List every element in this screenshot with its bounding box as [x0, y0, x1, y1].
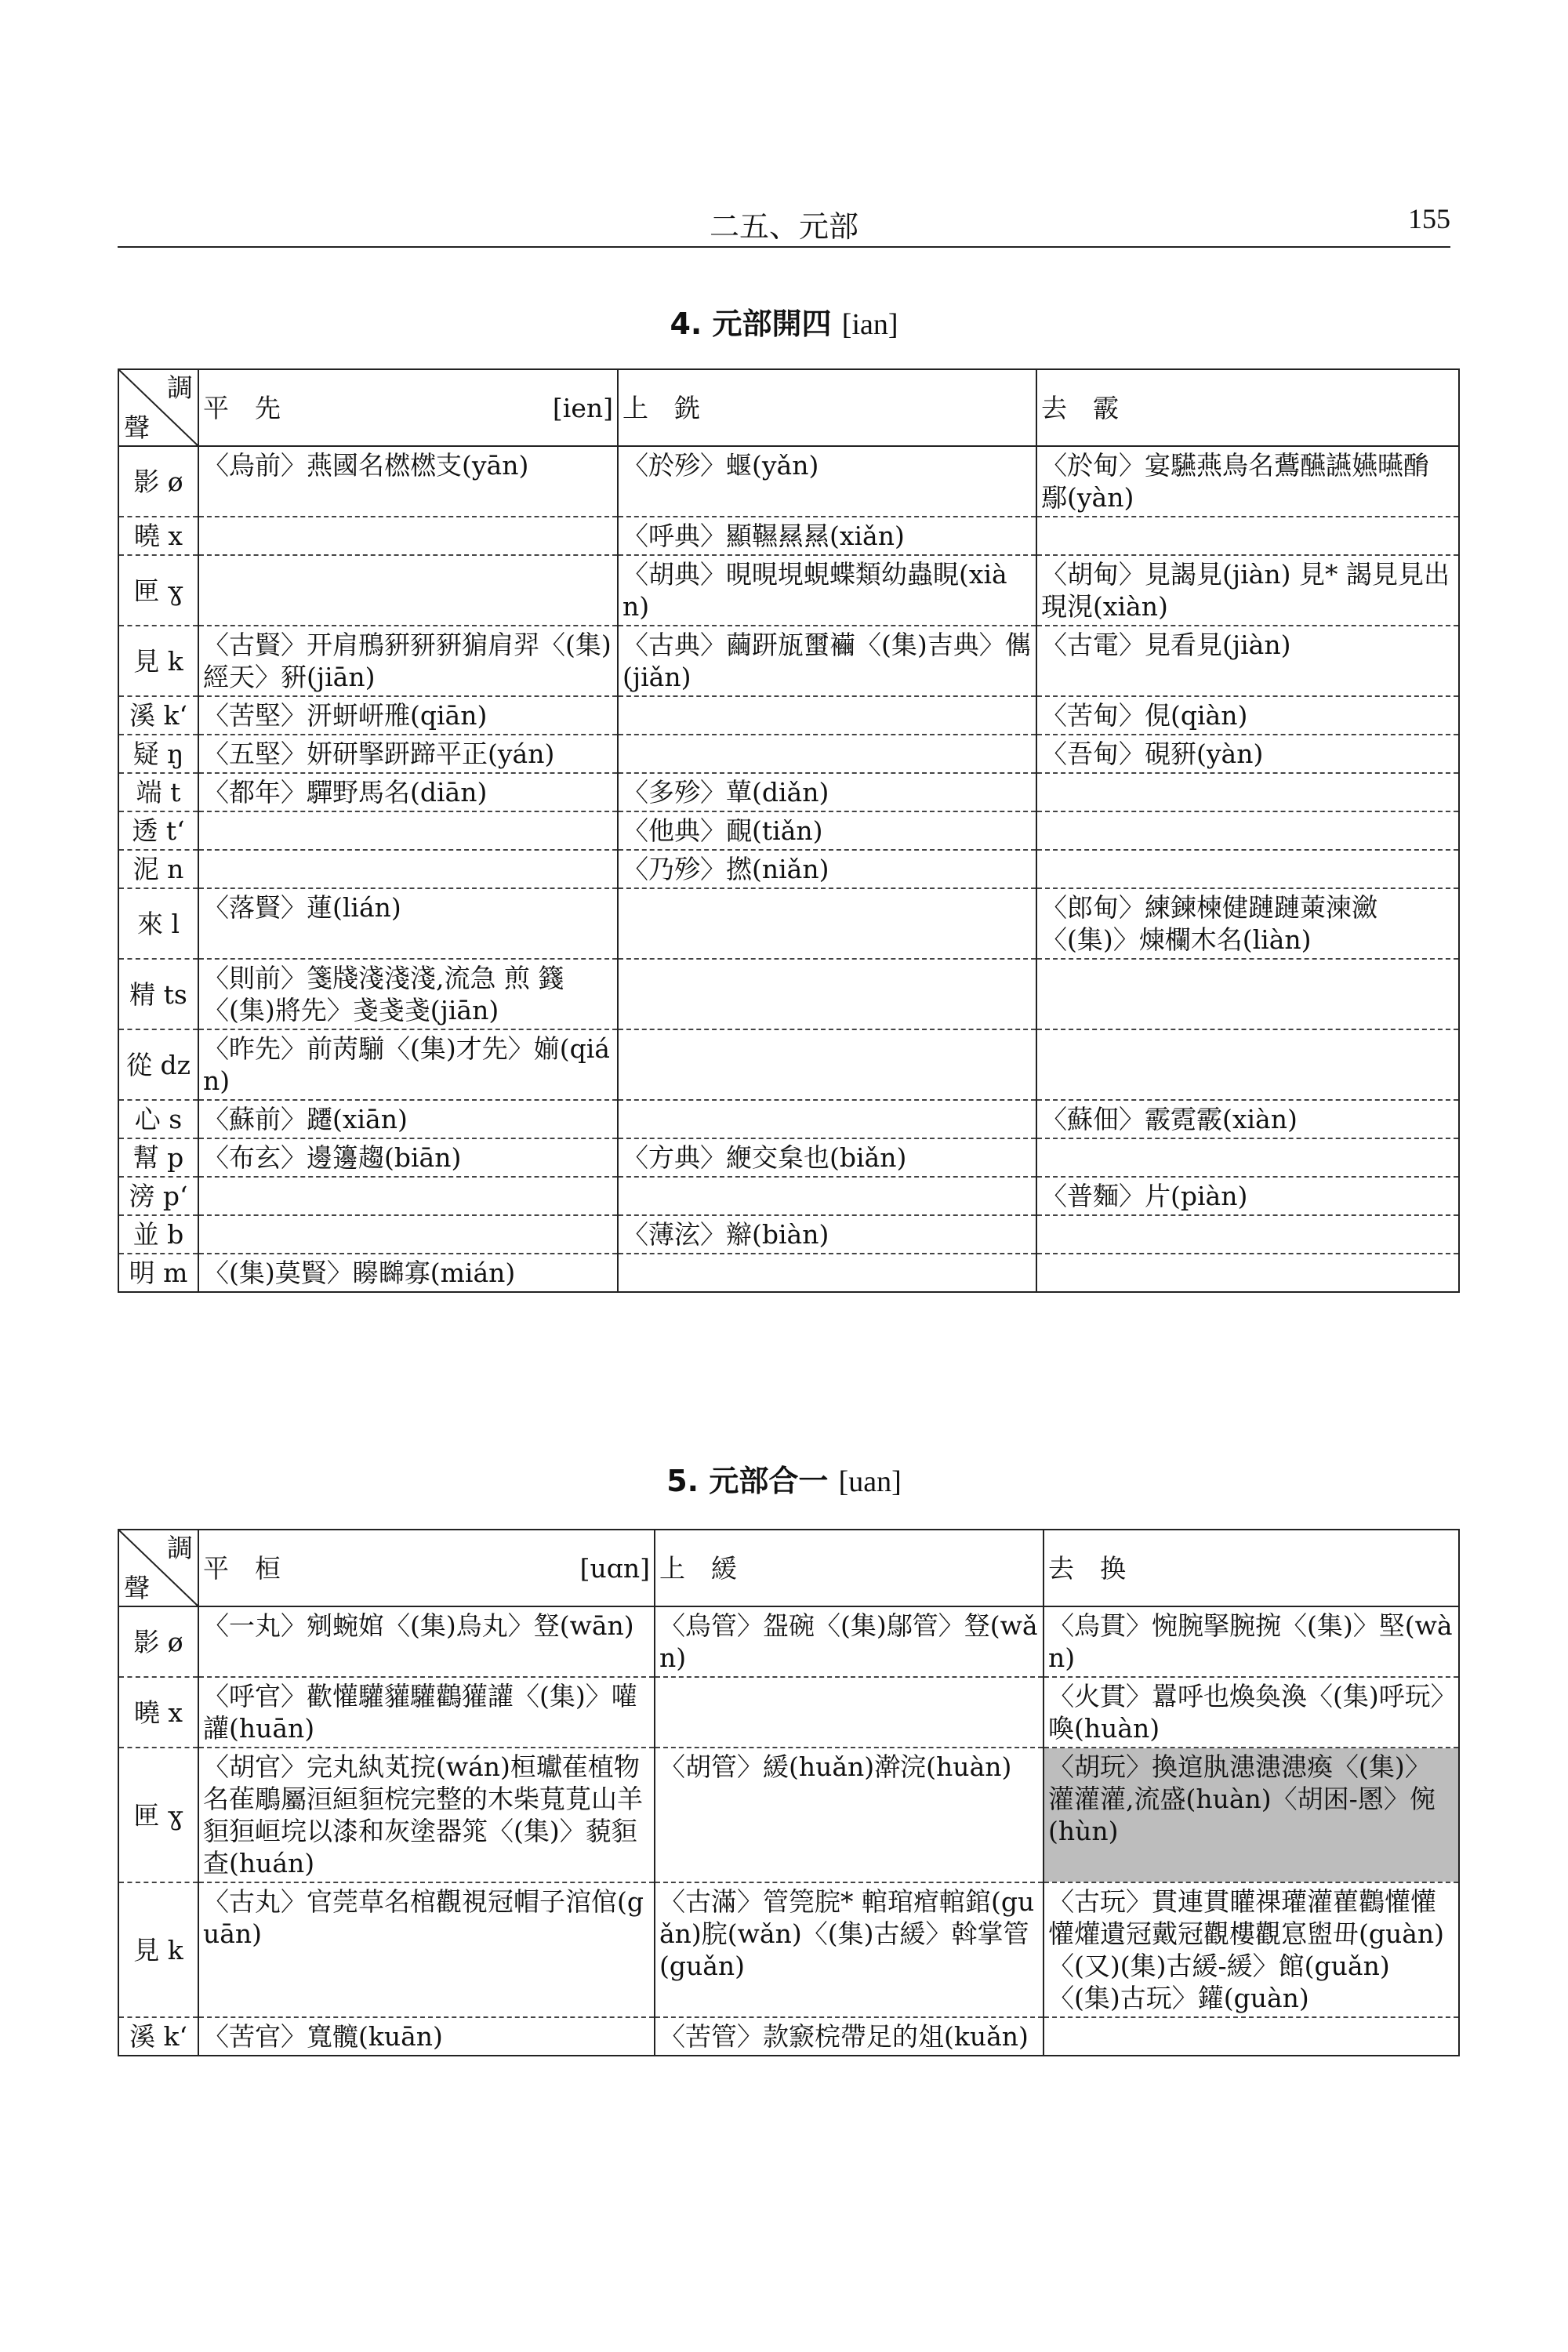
rhyme-cell: 〈胡官〉完丸紈芄捖(wán)桓瓛萑植物名雈鵰屬洹絙貆梡完整的木柴萈莧山羊貆狟峘垸以漆和灰塗器筄〈(集)〉藐貆查(huán): [198, 1748, 655, 1882]
rhyme-cell: 〈布玄〉邊籩趨(biān): [198, 1138, 618, 1177]
initial-cell: 來 l: [118, 888, 198, 959]
initial-cell: 透 t‘: [118, 811, 198, 850]
initial-cell: 幫 p: [118, 1138, 198, 1177]
corner-tone-label: 調: [167, 372, 193, 403]
corner-initial-label: 聲: [124, 1573, 150, 1603]
table-body: [118, 446, 1459, 1292]
rhyme-cell: 〈昨先〉前苪騚〈(集)才先〉媊(qián): [198, 1029, 618, 1100]
table-row: [118, 1254, 1459, 1292]
rhyme-cell: [1036, 773, 1459, 811]
rhyme-cell: 〈苦官〉寬髖(kuān): [198, 2017, 655, 2056]
rhyme-cell: 〈薄泫〉辮(biàn): [618, 1215, 1036, 1254]
table-row: [118, 696, 1459, 735]
initial-cell: 滂 p‘: [118, 1177, 198, 1215]
initial-cell: 見 k: [118, 626, 198, 696]
section-title-text: 4. 元部開四: [670, 307, 832, 341]
column-header: [1036, 369, 1459, 446]
rhyme-cell: [1036, 959, 1459, 1029]
rhyme-cell: 〈烏管〉盌碗〈(集)鄔管〉豋(wǎn): [655, 1606, 1044, 1677]
rhyme-cell: [198, 517, 618, 555]
column-header-tone: 去 霰: [1041, 392, 1119, 423]
rhyme-cell: [198, 811, 618, 850]
page-number: 155: [1408, 203, 1450, 234]
rhyme-cell: [618, 959, 1036, 1029]
rhyme-cell: [1036, 1138, 1459, 1177]
rhyme-cell: 〈都年〉驒野馬名(diān): [198, 773, 618, 811]
table-row: [118, 2017, 1459, 2056]
initial-cell: 泥 n: [118, 850, 198, 888]
rhyme-cell: 〈烏貫〉惋腕掔腕捥〈(集)〉堅(wàn): [1044, 1606, 1459, 1677]
table-row: [118, 1029, 1459, 1100]
section-title: [0, 299, 1568, 343]
rhyme-cell: 〈古電〉見看見(jiàn): [1036, 626, 1459, 696]
section-title: [0, 1457, 1568, 1500]
column-header: [618, 369, 1036, 446]
rhyme-cell: 〈於殄〉蝘(yǎn): [618, 446, 1036, 517]
initial-cell: 匣 ɣ: [118, 555, 198, 626]
rhyme-cell: 〈於甸〉宴驠燕鳥名鷰醼讌嬿曣酳鄢(yàn): [1036, 446, 1459, 517]
initial-cell: 影 ø: [118, 446, 198, 517]
rhyme-cell: [198, 555, 618, 626]
rhyme-cell: 〈五堅〉妍研掔趼蹄平正(yán): [198, 735, 618, 773]
rhyme-cell: [1036, 1029, 1459, 1100]
rhyme-cell: 〈古滿〉管筦脘* 輨琯痯輨錧(guǎn)脘(wǎn)〈(集)古緩〉斡掌管(guǎn): [655, 1882, 1044, 2017]
column-header: [198, 1530, 655, 1606]
column-header-tone: 平 桓: [203, 1552, 281, 1584]
corner-tone-label: 調: [167, 1533, 193, 1563]
table-row: [118, 735, 1459, 773]
table-row: [118, 446, 1459, 517]
rhyme-cell: 〈古玩〉貫連貫矔祼瓘灌雚鸛懽懽懽爟遺冠戴冠觀樓觀悹盥毌(guàn)〈(又)(集)古緩-緩〉館(guǎn)〈(集)古玩〉鑵(guàn): [1044, 1882, 1459, 2017]
rhyme-cell: [618, 1029, 1036, 1100]
rhyme-cell: 〈方典〉緶交枲也(biǎn): [618, 1138, 1036, 1177]
initial-cell: 見 k: [118, 1882, 198, 2017]
initial-cell: 曉 x: [118, 517, 198, 555]
table-row: [118, 1138, 1459, 1177]
column-header-tone: 上 銑: [622, 392, 700, 423]
rhyme-cell: 〈苦甸〉俔(qiàn): [1036, 696, 1459, 735]
column-header-tone: 去 换: [1048, 1552, 1126, 1584]
rhyme-cell: 〈(集)莫賢〉矈矊寡(mián): [198, 1254, 618, 1292]
rhyme-cell: 〈蘇前〉躚(xiān): [198, 1100, 618, 1138]
rhyme-cell: 〈呼典〉顯韅㬎㬎(xiǎn): [618, 517, 1036, 555]
table-row: [118, 1177, 1459, 1215]
table-body: [118, 1606, 1459, 2056]
column-header-tone: 上 緩: [659, 1552, 737, 1584]
rhyme-cell: 〈落賢〉蓮(lián): [198, 888, 618, 959]
rhyme-cell: [1036, 811, 1459, 850]
table-row: [118, 773, 1459, 811]
table-row: [118, 1100, 1459, 1138]
table-row: [118, 517, 1459, 555]
rhyme-cell: 〈呼官〉歡懽驩貛驩鸛獾讙〈(集)〉嚾讙(huān): [198, 1677, 655, 1748]
table-row: [118, 959, 1459, 1029]
rhyme-cell: 〈則前〉箋牋淺淺淺,流急 煎 籛〈(集)將先〉戔戔戔(jiān): [198, 959, 618, 1029]
rhyme-cell: 〈胡典〉晛晛垷蜆蝶類幼蟲睍(xiàn): [618, 555, 1036, 626]
rhyme-cell: [655, 1677, 1044, 1748]
table-row: [118, 850, 1459, 888]
running-head: [118, 202, 1450, 244]
rhyme-cell: 〈古賢〉开肩鳽豣豜豣猏肩羿〈(集)經天〉豣(jiān): [198, 626, 618, 696]
rhyme-cell: 〈胡甸〉見謁見(jiàn) 見* 謁見見出現涀(xiàn): [1036, 555, 1459, 626]
initial-cell: 心 s: [118, 1100, 198, 1138]
rhyme-cell: [618, 1177, 1036, 1215]
column-header-tone: 平 先: [203, 392, 281, 423]
header-rule: [118, 246, 1450, 248]
rhyme-cell: 〈苦堅〉汧蚈岍雃(qiān): [198, 696, 618, 735]
rhyme-cell: [1036, 850, 1459, 888]
rhyme-cell: [198, 850, 618, 888]
initial-cell: 溪 k‘: [118, 2017, 198, 2056]
rhyme-cell: [618, 735, 1036, 773]
table-row: [118, 555, 1459, 626]
rhyme-cell: [618, 696, 1036, 735]
column-header: [655, 1530, 1044, 1606]
initial-cell: 疑 ŋ: [118, 735, 198, 773]
table-row: [118, 811, 1459, 850]
rhyme-cell: [1044, 2017, 1459, 2056]
table-row: [118, 1748, 1459, 1882]
rhyme-table: [118, 1529, 1460, 2056]
rhyme-table: [118, 368, 1460, 1293]
initial-cell: 影 ø: [118, 1606, 198, 1677]
rhyme-cell: 〈他典〉靦(tiǎn): [618, 811, 1036, 850]
initial-cell: 匣 ɣ: [118, 1748, 198, 1882]
rhyme-cell: 〈郎甸〉練鍊楝健蹥蹥萰湅瀲〈(集)〉煉欄木名(liàn): [1036, 888, 1459, 959]
table-row: [118, 1215, 1459, 1254]
rhyme-cell: [618, 1100, 1036, 1138]
rhyme-cell: 〈蘇佃〉霰霓霰(xiàn): [1036, 1100, 1459, 1138]
rhyme-cell: 〈乃殄〉撚(niǎn): [618, 850, 1036, 888]
rhyme-cell: 〈一丸〉剜蜿婠〈(集)烏丸〉豋(wān): [198, 1606, 655, 1677]
initial-cell: 並 b: [118, 1215, 198, 1254]
rhyme-cell: 〈吾甸〉硯豣(yàn): [1036, 735, 1459, 773]
rhyme-cell: 〈火貫〉囂呼也煥奐渙〈(集)呼玩〉喚(huàn): [1044, 1677, 1459, 1748]
rhyme-cell: 〈烏前〉燕國名橪橪支(yān): [198, 446, 618, 517]
rhyme-cell: 〈苦管〉款窾梡帶足的俎(kuǎn): [655, 2017, 1044, 2056]
initial-cell: 明 m: [118, 1254, 198, 1292]
initial-cell: 曉 x: [118, 1677, 198, 1748]
table-row: [118, 626, 1459, 696]
initial-cell: 精 ts: [118, 959, 198, 1029]
rhyme-cell: [618, 1254, 1036, 1292]
initial-cell: 溪 k‘: [118, 696, 198, 735]
rhyme-cell: 〈多殄〉蕇(diǎn): [618, 773, 1036, 811]
rhyme-cell: [198, 1215, 618, 1254]
rhyme-cell: [198, 1177, 618, 1215]
rhyme-cell: [1036, 1254, 1459, 1292]
corner-cell: [118, 1530, 198, 1606]
rhyme-cell: 〈胡玩〉換逭肒漶漶漶瘓〈(集)〉灌灌灌,流盛(huàn)〈胡困-慁〉倇(hùn): [1044, 1748, 1459, 1882]
table-row: [118, 888, 1459, 959]
column-header-phonetic: [uɑn]: [579, 1552, 650, 1584]
initial-cell: 從 dz: [118, 1029, 198, 1100]
table-row: [118, 1606, 1459, 1677]
rhyme-cell: 〈胡管〉緩(huǎn)澣浣(huàn): [655, 1748, 1044, 1882]
table-row: [118, 1882, 1459, 2017]
rhyme-cell: [1036, 517, 1459, 555]
column-header: [198, 369, 618, 446]
rhyme-cell: 〈古丸〉官莞草名棺觀視冠帽子涫倌(guān): [198, 1882, 655, 2017]
rhyme-cell: [618, 888, 1036, 959]
section-phonetic: [uan]: [838, 1465, 902, 1498]
column-header-phonetic: [ien]: [552, 392, 613, 423]
rhyme-cell: 〈古典〉繭趼瓬蠒襺〈(集)吉典〉㒞(jiǎn): [618, 626, 1036, 696]
rhyme-cell: 〈普麵〉片(piàn): [1036, 1177, 1459, 1215]
table-row: [118, 1677, 1459, 1748]
rhyme-cell: [1036, 1215, 1459, 1254]
section-title-text: 5. 元部合一: [666, 1464, 829, 1498]
initial-cell: 端 t: [118, 773, 198, 811]
section-phonetic: [ian]: [841, 308, 898, 341]
corner-initial-label: 聲: [124, 412, 150, 443]
corner-cell: [118, 369, 198, 446]
column-header: [1044, 1530, 1459, 1606]
running-head-title: 二五、元部: [709, 209, 858, 244]
